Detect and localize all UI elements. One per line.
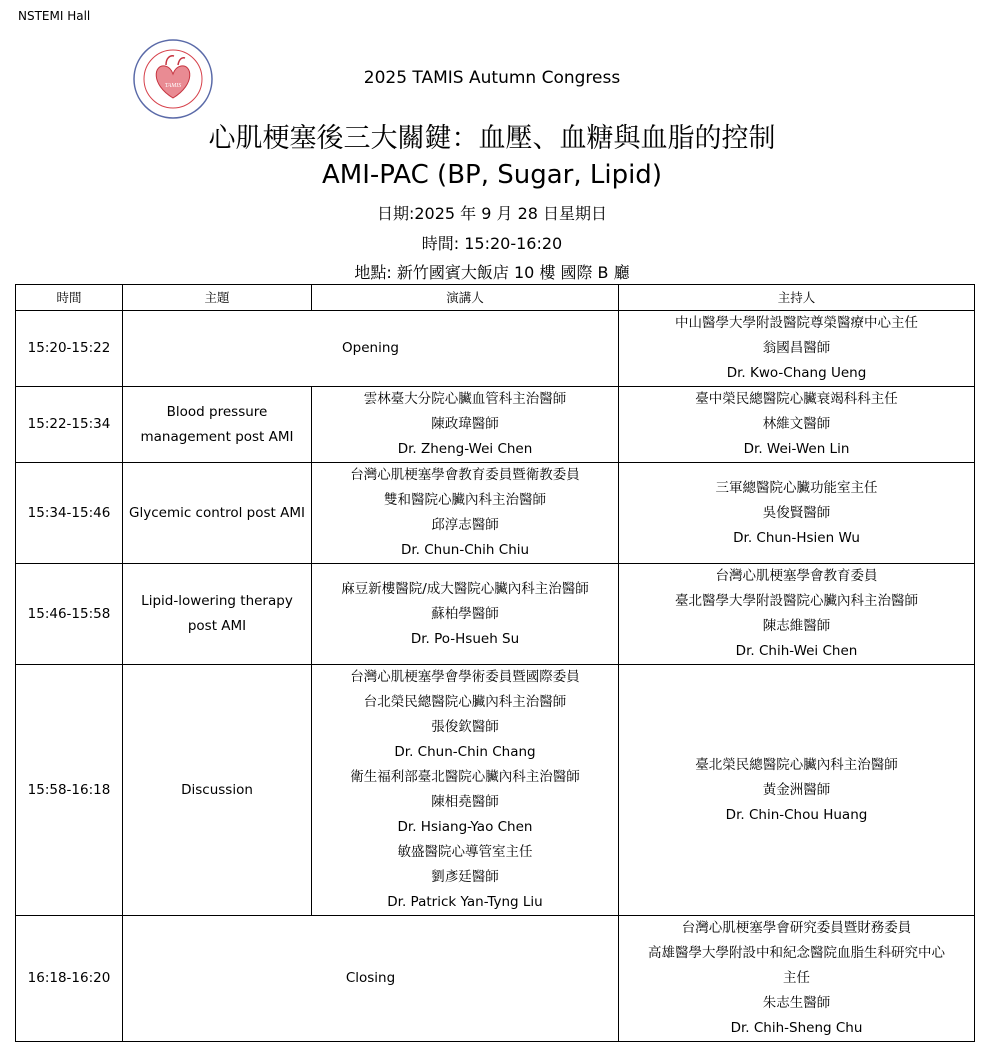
row-moderator [619,665,975,916]
speaker-line: 敏盛醫院心導管室主任 [397,844,533,860]
moderator-line: 翁國昌醫師 [762,340,831,356]
moderator-line: Dr. Chun-Hsien Wu [733,529,860,546]
row-moderator [619,564,975,665]
moderator-line: 林維文醫師 [762,416,831,432]
speaker-line: Dr. Chun-Chih Chiu [400,542,530,558]
speaker-line: Dr. Hsiang-Yao Chen [397,819,533,835]
speaker-line: 麻豆新樓醫院/成大醫院心臟內科主治醫師 [341,580,589,597]
moderator-line: 主任 [783,970,810,986]
row-topic: Lipid-lowering therapy post AMI [123,564,312,665]
moderator-line: Dr. Kwo-Chang Ueng [726,365,867,381]
moderator-line: Dr. Chih-Sheng Chu [730,1020,863,1036]
speaker-line: 蘇柏學醫師 [431,605,499,622]
table-row [16,387,975,463]
row-moderator [619,387,975,463]
row-time: 15:20-15:22 [16,311,123,387]
row-topic: Blood pressure management post AMI [123,387,312,463]
header-time: 時間 [16,285,123,311]
row-moderator [619,311,975,387]
logo-center-text: TAMIS [164,83,182,89]
speaker-line: 雲林臺大分院心臟血管科主治醫師 [363,391,567,407]
moderator-line: Dr. Wei-Wen Lin [743,441,850,457]
moderator-line: Dr. Chin-Chou Huang [725,806,868,823]
moderator-line: 臺中榮民總醫院心臟衰竭科科主任 [695,391,898,407]
row-moderator [619,916,975,1042]
row-topic: Discussion [123,665,312,916]
row-speaker [312,463,619,564]
moderator-line: 吳俊賢醫師 [762,504,831,521]
speaker-line: Dr. Zheng-Wei Chen [397,441,533,457]
header-moderator: 主持人 [619,285,975,311]
hall-label: NSTEMI Hall [18,9,91,23]
speaker-line: Dr. Patrick Yan-Tyng Liu [387,894,543,910]
speaker-line: 陳相堯醫師 [431,794,499,810]
table-row [16,916,975,1042]
congress-title: 2025 TAMIS Autumn Congress [363,68,621,88]
header-topic: 主題 [123,285,312,311]
moderator-line: 臺北醫學大學附設醫院心臟內科主治醫師 [675,593,918,609]
row-speaker [312,665,619,916]
session-date: 日期:2025 年 9 月 28 日星期日 [376,204,608,223]
speaker-line: 台灣心肌梗塞學會教育委員暨衛教委員 [350,467,580,483]
row-topic: Glycemic control post AMI [123,463,312,564]
speaker-line: 邱淳志醫師 [431,517,499,533]
table-row [16,564,975,665]
speaker-line: 劉彥廷醫師 [431,869,499,885]
moderator-line: 朱志生醫師 [762,995,831,1011]
row-time: 15:22-15:34 [16,387,123,463]
header-speaker: 演講人 [312,285,619,311]
row-moderator [619,463,975,564]
moderator-line: 中山醫學大學附設醫院尊榮醫療中心主任 [675,315,918,331]
moderator-line: 高雄醫學大學附設中和紀念醫院血脂生科研究中心 [648,945,945,961]
speaker-line: 張俊欽醫師 [431,719,499,735]
moderator-line: 台灣心肌梗塞學會教育委員 [715,568,878,584]
speaker-line: 台灣心肌梗塞學會學術委員暨國際委員 [350,669,580,685]
table-row [16,463,975,564]
speaker-line: Dr. Chun-Chin Chang [394,744,536,760]
moderator-line: 黃金洲醫師 [762,781,831,798]
table-row [16,665,975,916]
moderator-line: 三軍總醫院心臟功能室主任 [715,479,878,496]
session-title-zh: 心肌梗塞後三大關鍵：血壓、血糖與血脂的控制 [208,123,776,154]
row-time: 15:34-15:46 [16,463,123,564]
row-time: 15:46-15:58 [16,564,123,665]
table-row [16,311,975,387]
moderator-line: Dr. Chih-Wei Chen [735,643,858,659]
speaker-line: 台北榮民總醫院心臟內科主治醫師 [363,694,567,710]
speaker-line: 衛生福利部臺北醫院心臟內科主治醫師 [350,769,580,785]
row-time: 15:58-16:18 [16,665,123,916]
moderator-line: 臺北榮民總醫院心臟內科主治醫師 [695,756,898,773]
session-title-en: AMI-PAC (BP, Sugar, Lipid) [322,160,662,190]
agenda-table [15,284,975,1042]
row-speaker [312,387,619,463]
moderator-line: 陳志維醫師 [762,618,831,634]
table-header-row [16,285,975,311]
row-topic: Opening [123,311,619,387]
moderator-line: 台灣心肌梗塞學會研究委員暨財務委員 [681,920,912,936]
speaker-line: 雙和醫院心臟內科主治醫師 [384,492,546,508]
row-speaker [312,564,619,665]
session-venue: 地點: 新竹國賓大飯店 10 樓 國際 B 廳 [354,263,630,282]
session-time: 時間: 15:20-16:20 [421,234,563,253]
row-time: 16:18-16:20 [16,916,123,1042]
row-topic: Closing [123,916,619,1042]
speaker-line: 陳政瑋醫師 [431,416,499,432]
speaker-line: Dr. Po-Hsueh Su [410,630,520,647]
